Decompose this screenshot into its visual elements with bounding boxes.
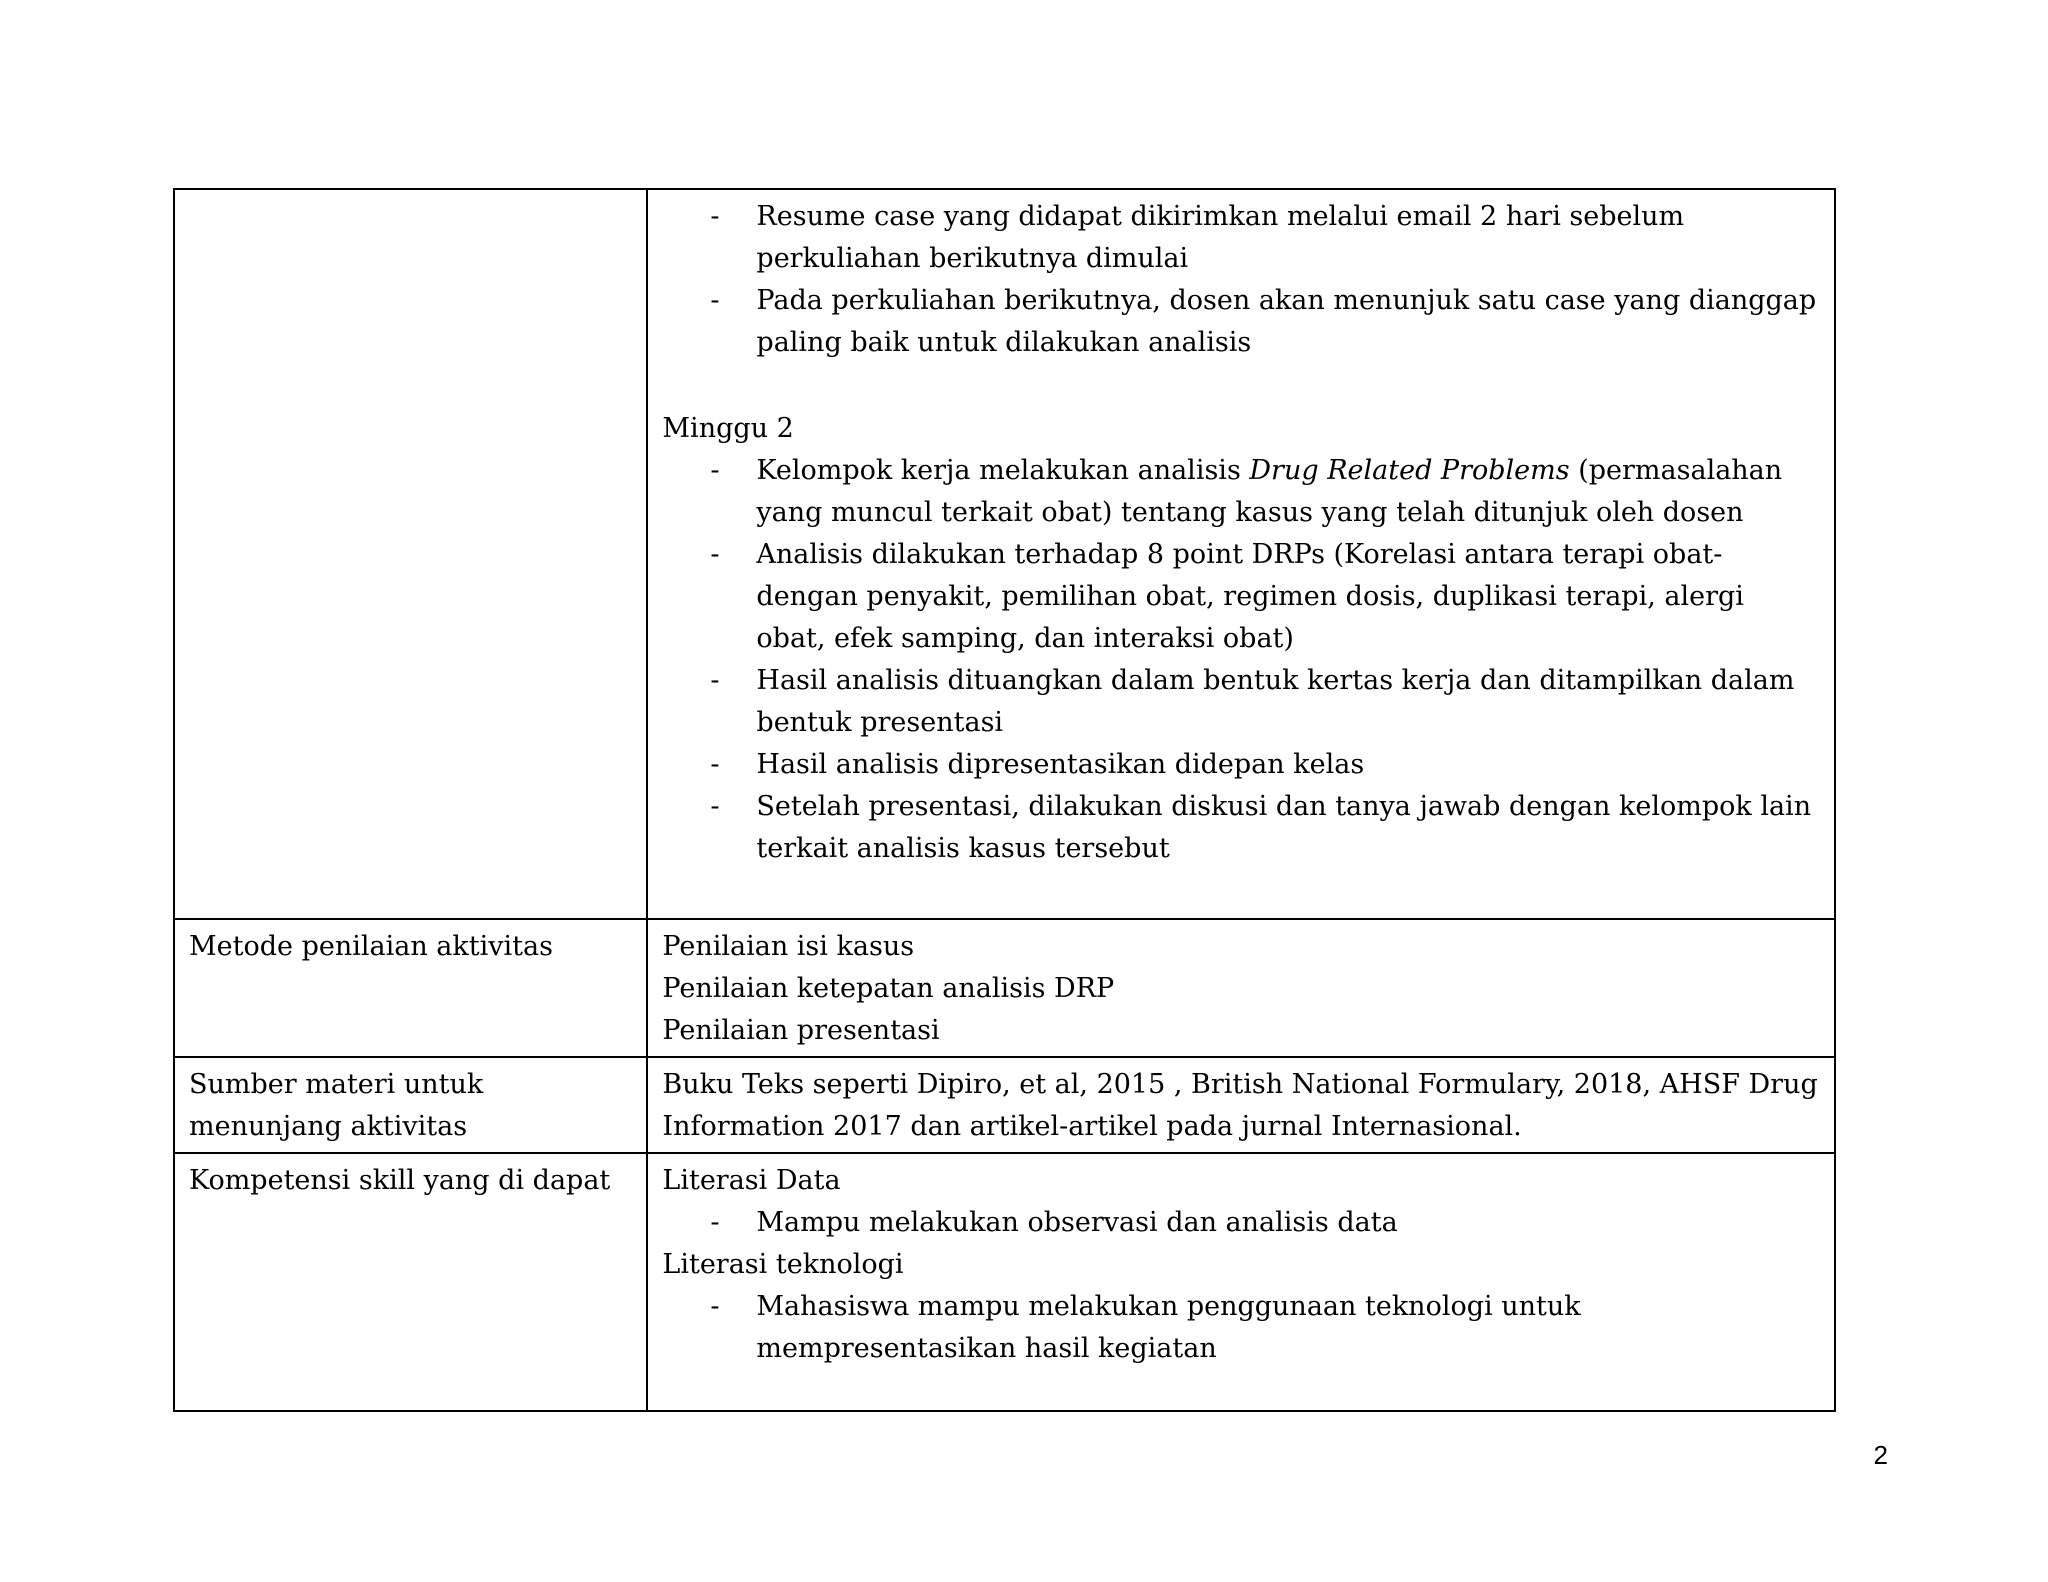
- row1-left-cell: [174, 189, 647, 919]
- bullet-marker: -: [710, 455, 720, 486]
- skill-heading: Literasi teknologi: [662, 1249, 904, 1280]
- bullet-text-after: (permasalahan yang muncul terkait obat) tentang kasus yang telah ditunjuk oleh dosen: [756, 455, 1783, 528]
- bullet-text: Pada perkuliahan berikutnya, dosen akan menunjuk satu case yang dianggap paling baik untuk dilakukan analisis: [756, 285, 1817, 358]
- bullet-text: Mahasiswa mampu melakukan penggunaan teknologi untuk mempresentasikan hasil kegiatan: [756, 1291, 1581, 1364]
- table-row-skill-competency: [174, 1153, 1835, 1411]
- spacer: [662, 364, 1820, 408]
- drp-italic-term: Drug Related Problems: [1249, 455, 1570, 486]
- bullet-text: Setelah presentasi, dilakukan diskusi dan tanya jawab dengan kelompok lain terkait analisis kasus tersebut: [756, 791, 1812, 864]
- bullet-list-week1: [662, 196, 1820, 364]
- bullet-marker: -: [710, 1291, 720, 1322]
- bullet-marker: -: [710, 791, 720, 822]
- bullet-list-tech-literacy: [662, 1286, 1820, 1370]
- table-row-assessment-method: [174, 919, 1835, 1057]
- list-item: [662, 786, 1820, 870]
- list-item: [662, 534, 1820, 660]
- bullet-text: Hasil analisis dituangkan dalam bentuk kertas kerja dan ditampilkan dalam bentuk presentasi: [756, 665, 1795, 738]
- assessment-line: Penilaian ketepatan analisis DRP: [662, 973, 1115, 1004]
- row1-right-cell: [647, 189, 1835, 919]
- skill-heading: Literasi Data: [662, 1165, 841, 1196]
- bullet-text: Analisis dilakukan terhadap 8 point DRPs (Korelasi antara terapi obat-dengan penyakit, pemilihan obat, regimen dosis, duplikasi terapi, alergi obat, efek samping, dan interaksi obat): [756, 539, 1744, 654]
- bullet-text: Resume case yang didapat dikirimkan melalui email 2 hari sebelum perkuliahan berikutnya dimulai: [756, 201, 1685, 274]
- row3-label-cell: Sumber materi untuk menunjang aktivitas: [174, 1057, 647, 1153]
- bullet-marker: -: [710, 285, 720, 316]
- list-item: [662, 1286, 1820, 1370]
- list-item: [662, 660, 1820, 744]
- list-item: [662, 1202, 1820, 1244]
- page-number: 2: [1873, 1440, 1888, 1470]
- row4-label-cell: Kompetensi skill yang di dapat: [174, 1153, 647, 1411]
- table-row-learning-sources: [174, 1057, 1835, 1153]
- bullet-text: Hasil analisis dipresentasikan didepan kelas: [756, 749, 1365, 780]
- row2-value-cell: [647, 919, 1835, 1057]
- row4-value-cell: [647, 1153, 1835, 1411]
- rps-activity-table: [173, 188, 1836, 1412]
- row2-label-cell: Metode penilaian aktivitas: [174, 919, 647, 1057]
- bullet-marker: -: [710, 665, 720, 696]
- bullet-text-before: Kelompok kerja melakukan analisis: [756, 455, 1250, 486]
- bullet-text: Mampu melakukan observasi dan analisis data: [756, 1207, 1398, 1238]
- table-row-activity-steps: [174, 189, 1835, 919]
- bullet-marker: -: [710, 539, 720, 570]
- bullet-list-week2: [662, 450, 1820, 870]
- week-heading: Minggu 2: [662, 413, 794, 444]
- spacer: [662, 870, 1820, 914]
- bullet-marker: -: [710, 1207, 720, 1238]
- assessment-line: Penilaian isi kasus: [662, 931, 915, 962]
- bullet-marker: -: [710, 749, 720, 780]
- bullet-list-data-literacy: [662, 1202, 1820, 1244]
- list-item: [662, 450, 1820, 534]
- row3-value-cell: Buku Teks seperti Dipiro, et al, 2015 , British National Formulary, 2018, AHSF Drug Information 2017 dan artikel-artikel pada jurnal Internasional.: [647, 1057, 1835, 1153]
- assessment-line: Penilaian presentasi: [662, 1015, 940, 1046]
- bullet-marker: -: [710, 201, 720, 232]
- list-item: [662, 280, 1820, 364]
- list-item: [662, 744, 1820, 786]
- list-item: [662, 196, 1820, 280]
